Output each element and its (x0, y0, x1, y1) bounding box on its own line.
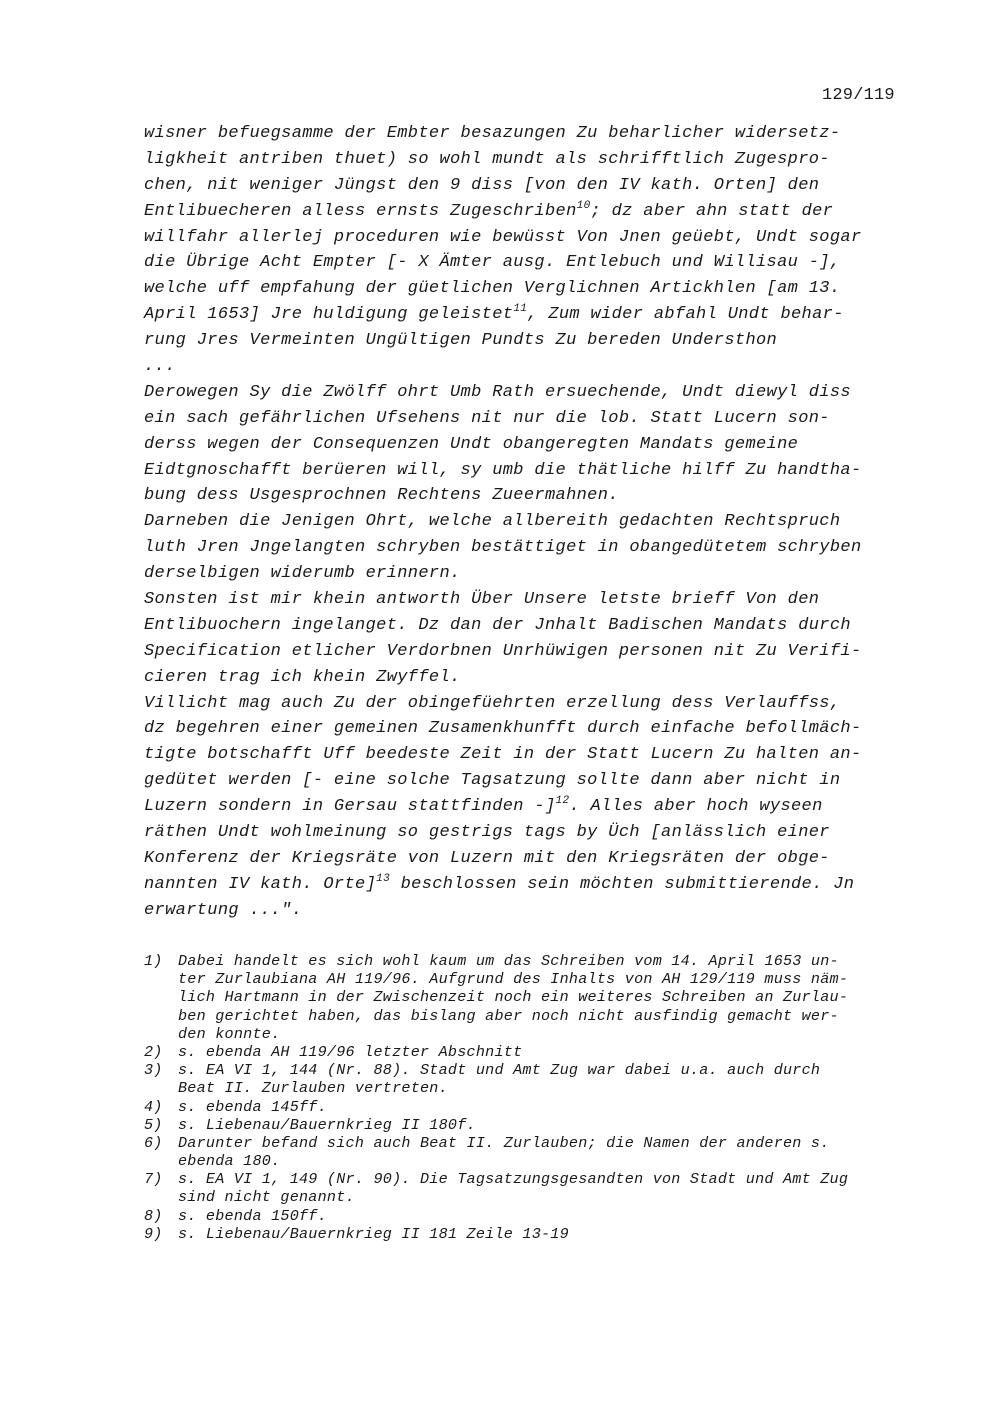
footnote-line: Dabei handelt es sich wohl kaum um das Schreiben vom 14. April 1653 un- (178, 952, 839, 970)
text-line (144, 639, 924, 665)
text-line (144, 432, 924, 458)
footnote-line: s. Liebenau/Bauernkrieg II 181 Zeile 13-19 (178, 1224, 569, 1243)
footnote-line: ben gerichtet haben, das bislang aber noch nicht ausfindig gemacht wer- (178, 1006, 839, 1025)
text-line (144, 613, 924, 639)
text-segment: bung dess Usgesprochnen Rechtens Zueermahnen. (144, 486, 619, 506)
text-segment: Specification etlicher Verdorbnen Unrhüwigen personen nit Zu Verifi- (144, 641, 862, 661)
text-line (144, 173, 924, 199)
text-line (144, 147, 924, 173)
text-segment: willfahr allerlej proceduren wie bewüsst Von Jnen geüebt, Undt sogar (144, 227, 862, 247)
footnote (144, 1061, 924, 1097)
footnotes (144, 952, 924, 1243)
footnote-line: Beat II. Zurlauben vertreten. (178, 1079, 448, 1098)
text-segment: Luzern sondern in Gersau stattfinden -] (144, 797, 556, 817)
footnote-number: 3) (144, 1061, 163, 1080)
footnote (144, 1225, 924, 1243)
footnote-line: s. Liebenau/Bauernkrieg II 180f. (178, 1115, 476, 1134)
text-segment: tigte botschafft Uff beedeste Zeit in der Statt Lucern Zu halten an- (144, 745, 862, 765)
text-segment: ein sach gefährlichen Ufsehens nit nur die lob. Statt Lucern son- (144, 408, 830, 428)
footnote (144, 1098, 924, 1116)
footnote-line: s. EA VI 1, 144 (Nr. 88). Stadt und Amt Zug war dabei u.a. auch durch (178, 1061, 821, 1080)
text-line (144, 820, 924, 846)
footnote-line: s. ebenda 150ff. (178, 1206, 327, 1225)
footnote-number: 7) (144, 1170, 163, 1189)
text-segment: die Übrige Acht Empter [- X Ämter ausg. Entlebuch und Willisau -], (144, 253, 841, 273)
text-line (144, 872, 924, 898)
text-line (144, 691, 924, 717)
footnote-line: s. ebenda 145ff. (178, 1097, 327, 1116)
footnote-number: 5) (144, 1115, 163, 1134)
text-segment: April 1653] Jre huldigung geleistet (144, 305, 514, 325)
text-line (144, 328, 924, 354)
text-segment: luth Jren Jngelangten schryben bestättiget in obangedütetem schryben (144, 538, 862, 558)
text-line (144, 898, 924, 924)
text-segment: Konferenz der Kriegsräte von Luzern mit den Kriegsräten der obge- (144, 848, 830, 868)
footnote (144, 1043, 924, 1061)
text-segment: ligkheit antriben thuet) so wohl mundt als schrifftlich Zugespro- (144, 149, 830, 169)
text-line (144, 846, 924, 872)
text-line (144, 742, 924, 768)
footnote-line: den konnte. (178, 1024, 281, 1043)
footnote-line: s. EA VI 1, 149 (Nr. 90). Die Tagsatzungsgesandten von Stadt und Amt Zug (178, 1170, 849, 1189)
footnote-number: 9) (144, 1224, 163, 1243)
text-line (144, 716, 924, 742)
text-line (144, 380, 924, 406)
text-segment: derselbigen widerumb erinnern. (144, 564, 461, 584)
footnote-reference: 10 (576, 199, 591, 212)
text-line (144, 509, 924, 535)
text-segment: ; dz aber ahn statt der (590, 201, 834, 221)
text-segment: chen, nit weniger Jüngst den 9 diss [von den IV kath. Orten] den (144, 175, 820, 195)
footnote-number: 8) (144, 1206, 163, 1225)
text-segment: derss wegen der Consequenzen Undt obangeregten Mandats gemeine (144, 434, 799, 454)
text-line (144, 276, 924, 302)
footnote-line: sind nicht genannt. (178, 1188, 355, 1207)
text-line (144, 406, 924, 432)
footnote-number: 4) (144, 1097, 163, 1116)
text-line (144, 483, 924, 509)
text-segment: Derowegen Sy die Zwölff ohrt Umb Rath ersuechende, Undt diewyl diss (144, 382, 851, 402)
text-line (144, 794, 924, 820)
text-segment: Villicht mag auch Zu der obingefüehrten erzellung dess Verlauffss, (144, 693, 841, 713)
text-line (144, 199, 924, 225)
text-line (144, 302, 924, 328)
text-segment: beschlossen sein möchten submittierende. Jn (390, 874, 855, 894)
footnote-number: 1) (144, 952, 163, 970)
page-number: 129/119 (822, 86, 895, 105)
text-segment: cieren trag ich khein Zwyffel. (144, 667, 461, 687)
text-segment: Eidtgnoschafft berüeren will, sy umb die thätliche hilff Zu handtha- (144, 460, 862, 480)
text-segment: Darneben die Jenigen Ohrt, welche allbereith gedachten Rechtspruch (144, 512, 841, 532)
text-line (144, 250, 924, 276)
text-segment: rung Jres Vermeinten Ungültigen Pundts Zu bereden Understhon (144, 331, 778, 351)
text-line (144, 768, 924, 794)
text-segment: welche uff empfahung der güetlichen Verglichnen Artickhlen [am 13. (144, 279, 841, 299)
text-line (144, 458, 924, 484)
text-segment: wisner befuegsamme der Embter besazungen Zu beharlicher widersetz- (144, 124, 841, 143)
footnote-reference: 11 (513, 303, 528, 316)
footnote-line: lich Hartmann in der Zwischenzeit noch ein weiteres Schreiben an Zurlau- (178, 988, 849, 1007)
footnote-number: 6) (144, 1133, 163, 1152)
text-line (144, 225, 924, 251)
footnote-reference: 12 (555, 795, 570, 808)
text-line (144, 535, 924, 561)
footnote-reference: 13 (376, 872, 391, 885)
text-segment: erwartung ...". (144, 900, 303, 920)
footnote (144, 1207, 924, 1225)
text-segment: Entlibuochern ingelanget. Dz dan der Jnhalt Badischen Mandats durch (144, 615, 851, 635)
footnote (144, 1116, 924, 1134)
footnote-line: Darunter befand sich auch Beat II. Zurlauben; die Namen der anderen s. (178, 1133, 830, 1152)
text-segment: gedütet werden [- eine solche Tagsatzung sollte dann aber nicht in (144, 771, 841, 791)
text-segment: Sonsten ist mir khein antworth Über Unsere letste brieff Von den (144, 590, 820, 610)
text-line (144, 354, 924, 380)
text-line (144, 587, 924, 613)
text-line (144, 665, 924, 691)
text-segment: . Alles aber hoch wyseen (569, 797, 823, 817)
text-line (144, 561, 924, 587)
text-segment: ... (144, 357, 176, 377)
main-text (144, 121, 924, 924)
footnote-number: 2) (144, 1042, 163, 1061)
footnote (144, 952, 924, 1043)
text-segment: räthen Undt wohlmeinung so gestrigs tags by Üch [anlässlich einer (144, 823, 830, 843)
footnote (144, 1170, 924, 1206)
footnote-line: ter Zurlaubiana AH 119/96. Aufgrund des Inhalts von AH 129/119 muss näm- (178, 970, 849, 989)
text-segment: , Zum wider abfahl Undt behar- (527, 305, 844, 325)
text-segment: Entlibuecheren alless ernsts Zugeschriben (144, 201, 577, 221)
text-segment: dz begehren einer gemeinen Zusamenkhunfft durch einfache befollmäch- (144, 719, 862, 739)
footnote-line: s. ebenda AH 119/96 letzter Abschnitt (178, 1042, 523, 1061)
footnote-line: ebenda 180. (178, 1152, 281, 1171)
text-line (144, 121, 924, 147)
text-segment: nannten IV kath. Orte] (144, 874, 377, 894)
footnote (144, 1134, 924, 1170)
